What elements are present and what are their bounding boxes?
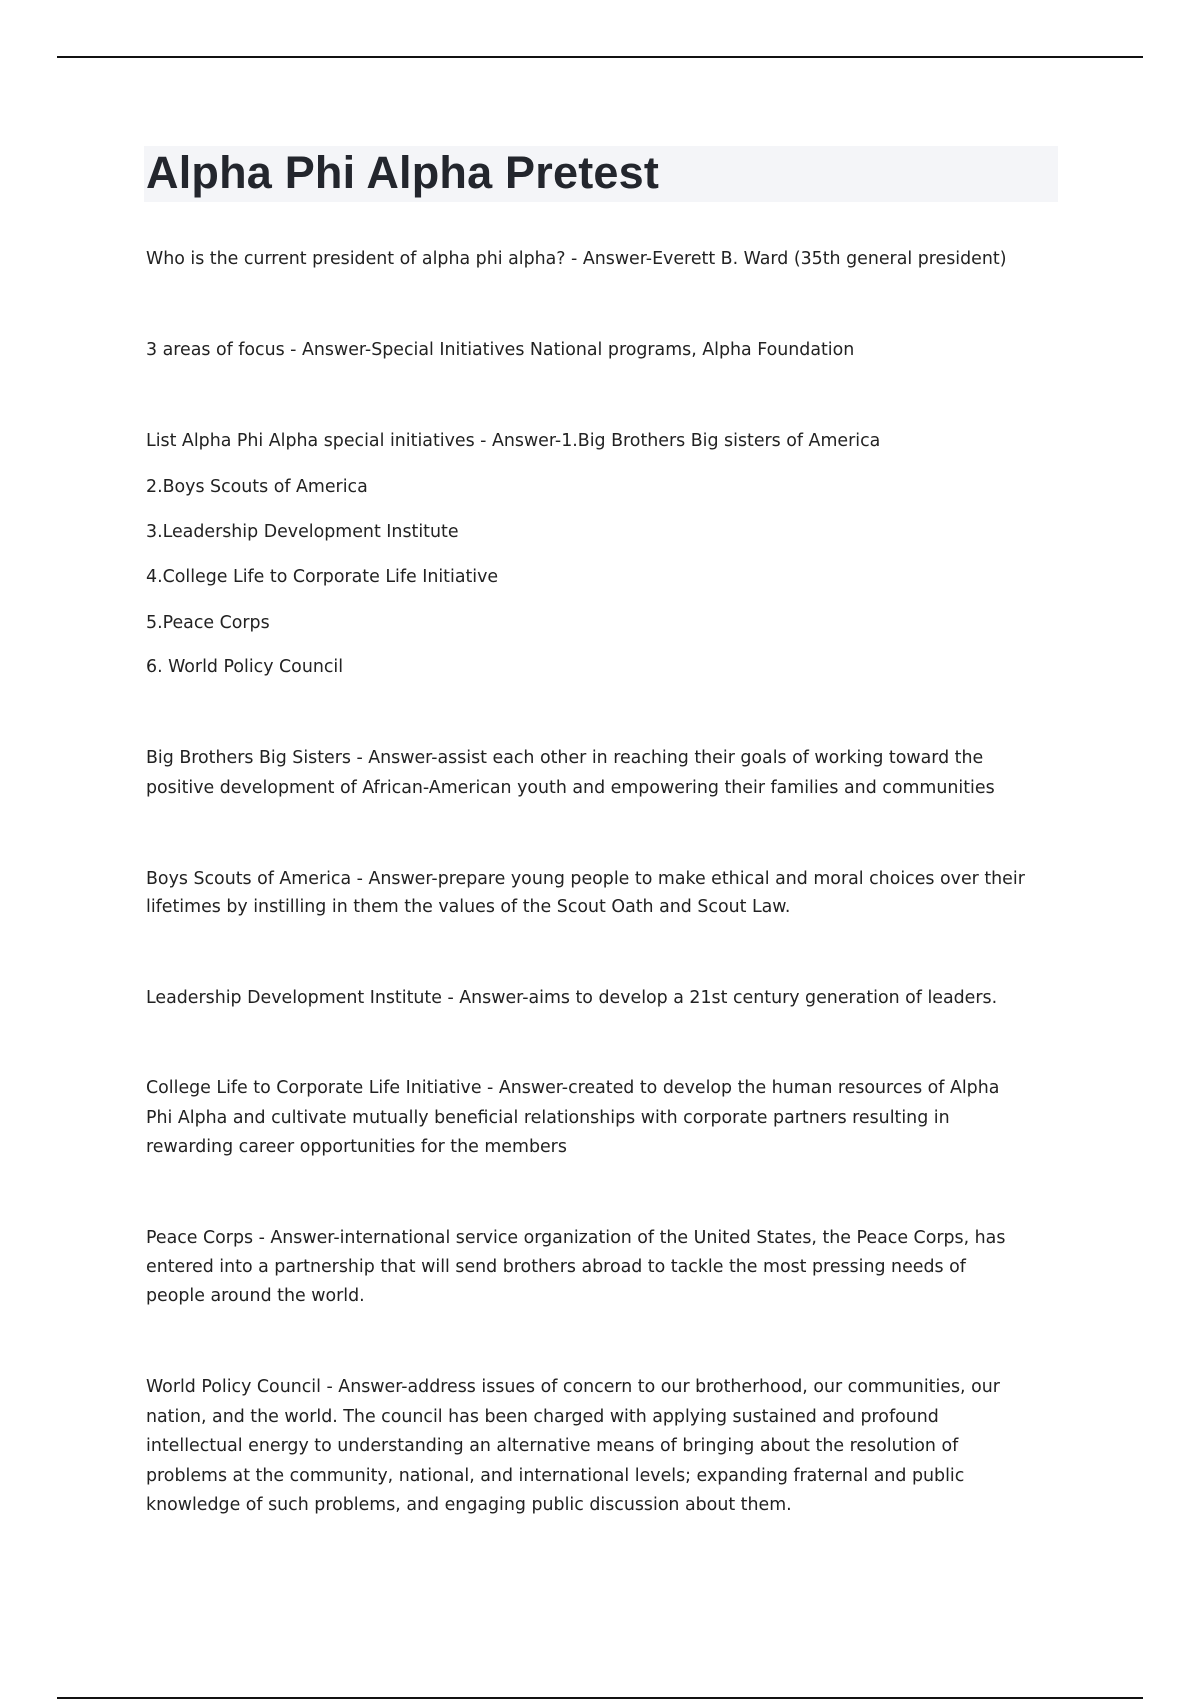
qa-peace-corps-line-3: people around the world. (146, 1286, 365, 1306)
list-item: 6. World Policy Council (146, 657, 344, 677)
qa-college-life-line-1: College Life to Corporate Life Initiative - Answer-created to develop the human resources of Alpha (146, 1078, 1000, 1098)
qa-world-policy-line-3: intellectual energy to understanding an alternative means of bringing about the resolution of (146, 1436, 959, 1456)
qa-areas-of-focus: 3 areas of focus - Answer-Special Initiatives National programs, Alpha Foundation (146, 340, 855, 360)
qa-big-brothers-line-1: Big Brothers Big Sisters - Answer-assist each other in reaching their goals of working toward the (146, 748, 984, 768)
list-item: 2.Boys Scouts of America (146, 477, 368, 497)
qa-world-policy-line-5: knowledge of such problems, and engaging public discussion about them. (146, 1495, 792, 1515)
list-item: 3.Leadership Development Institute (146, 522, 459, 542)
qa-world-policy-line-2: nation, and the world. The council has been charged with applying sustained and profound (146, 1407, 939, 1427)
qa-peace-corps-line-2: entered into a partnership that will send brothers abroad to tackle the most pressing needs of (146, 1257, 966, 1277)
qa-college-life-line-3: rewarding career opportunities for the members (146, 1137, 567, 1157)
qa-world-policy-line-4: problems at the community, national, and international levels; expanding fraternal and public (146, 1466, 965, 1486)
qa-world-policy-line-1: World Policy Council - Answer-address issues of concern to our brotherhood, our communities, our (146, 1377, 1000, 1397)
qa-boy-scouts-line-1: Boys Scouts of America - Answer-prepare young people to make ethical and moral choices over their (146, 869, 1025, 889)
top-rule (57, 56, 1143, 58)
bottom-rule (57, 1697, 1143, 1699)
qa-special-initiatives: List Alpha Phi Alpha special initiatives - Answer-1.Big Brothers Big sisters of America (146, 431, 881, 451)
page-title: Alpha Phi Alpha Pretest (146, 147, 660, 198)
qa-president: Who is the current president of alpha phi alpha? - Answer-Everett B. Ward (35th general president) (146, 249, 1007, 269)
list-item: 5.Peace Corps (146, 613, 270, 633)
list-item: 4.College Life to Corporate Life Initiative (146, 567, 499, 587)
qa-boy-scouts-line-2: lifetimes by instilling in them the values of the Scout Oath and Scout Law. (146, 897, 791, 917)
qa-leadership-institute: Leadership Development Institute - Answer-aims to develop a 21st century generation of leaders. (146, 988, 998, 1008)
qa-college-life-line-2: Phi Alpha and cultivate mutually beneficial relationships with corporate partners resulting in (146, 1108, 950, 1128)
qa-big-brothers-line-2: positive development of African-American youth and empowering their families and communities (146, 778, 995, 798)
qa-peace-corps-line-1: Peace Corps - Answer-international service organization of the United States, the Peace Corps, has (146, 1228, 1006, 1248)
